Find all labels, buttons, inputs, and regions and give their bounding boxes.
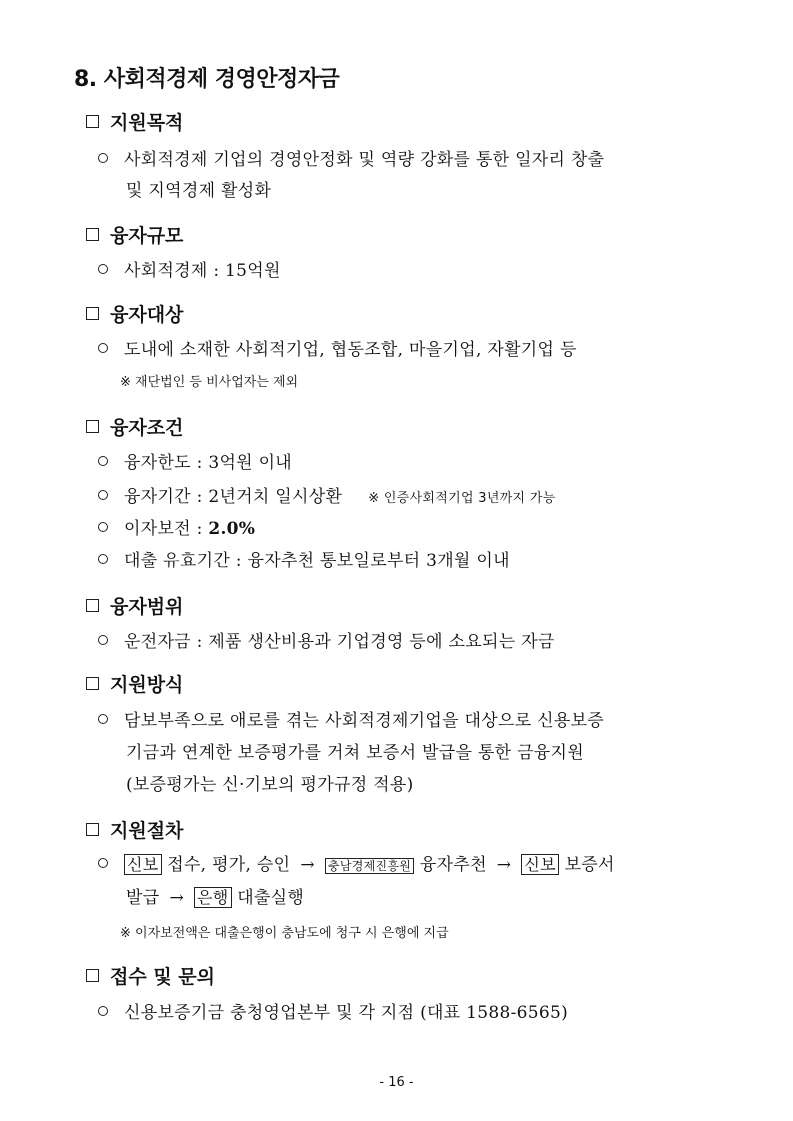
section-heading-label: 지원목적: [110, 112, 184, 134]
circle-bullet-icon: [98, 264, 108, 274]
page-title: 8. 사회적경제 경영안정자금: [74, 67, 340, 92]
continuation-line: 및 지역경제 활성화: [126, 181, 272, 201]
boxed-label-sinbo: 신보: [521, 854, 559, 875]
bullet-line: [98, 546, 510, 571]
bullet-line: [98, 514, 255, 539]
circle-bullet-icon: [98, 522, 108, 532]
bullet-text: 융자기간 : 2년거치 일시상환: [124, 487, 343, 507]
circle-bullet-icon: [98, 456, 108, 466]
circle-bullet-icon: [98, 858, 108, 868]
section-heading-label: 접수 및 문의: [110, 966, 215, 988]
section-heading-method: [86, 670, 183, 697]
bullet-line: [98, 482, 556, 507]
footnote: ※ 이자보전액은 대출은행이 충남도에 청구 시 은행에 지급: [120, 926, 449, 941]
circle-bullet-icon: [98, 153, 108, 163]
bullet-line: [98, 256, 281, 281]
bullet-text: 대출 유효기간 : 융자추천 통보일로부터 3개월 이내: [124, 551, 510, 571]
section-heading-range: [86, 592, 183, 619]
arrow-right-icon: →: [496, 855, 512, 875]
bullet-line: [98, 145, 604, 170]
bullet-line: [98, 627, 555, 652]
procedure-text: 융자추천: [419, 855, 487, 875]
bullet-text: 신용보증기금 충청영업본부 및 각 지점 (대표 1588-6565): [124, 1003, 569, 1023]
circle-bullet-icon: [98, 635, 108, 645]
section-heading-label: 융자조건: [110, 417, 184, 439]
section-heading-label: 융자범위: [110, 596, 184, 618]
arrow-right-icon: →: [300, 855, 315, 875]
procedure-text: 발급: [126, 888, 160, 908]
section-heading-label: 지원절차: [110, 820, 184, 842]
section-heading-procedure: [86, 816, 183, 843]
bullet-line: [98, 706, 604, 731]
circle-bullet-icon: [98, 343, 108, 353]
circle-bullet-icon: [98, 490, 108, 500]
boxed-label-bank: 은행: [194, 887, 232, 908]
arrow-right-icon: →: [169, 888, 184, 908]
checkbox-square-icon: [86, 228, 99, 241]
boxed-label-agency: 충남경제진흥원: [325, 858, 414, 874]
bullet-text: 도내에 소재한 사회적기업, 협동조합, 마을기업, 자활기업 등: [124, 340, 577, 360]
checkbox-square-icon: [86, 115, 99, 128]
boxed-label-sinbo: 신보: [124, 854, 162, 875]
section-heading-target: [86, 300, 183, 327]
circle-bullet-icon: [98, 1006, 108, 1016]
bullet-line: [98, 335, 577, 360]
checkbox-square-icon: [86, 969, 99, 982]
bullet-text: 융자한도 : 3억원 이내: [124, 453, 293, 473]
bullet-text: 사회적경제 : 15억원: [124, 261, 281, 281]
bullet-line: [98, 448, 292, 473]
checkbox-square-icon: [86, 307, 99, 320]
checkbox-square-icon: [86, 420, 99, 433]
circle-bullet-icon: [98, 554, 108, 564]
procedure-text: 대출실행: [237, 888, 305, 908]
section-heading-label: 융자규모: [110, 225, 184, 247]
interest-rate-value: 2.0%: [208, 519, 256, 539]
bullet-line: [98, 998, 568, 1023]
procedure-text: 보증서: [564, 855, 615, 875]
section-heading-label: 융자대상: [110, 304, 184, 326]
procedure-text: 접수, 평가, 승인: [167, 855, 291, 875]
section-heading-purpose: [86, 108, 183, 135]
footnote: ※ 재단법인 등 비사업자는 제외: [120, 375, 299, 390]
checkbox-square-icon: [86, 823, 99, 836]
procedure-line: [98, 850, 615, 875]
bullet-text: 사회적경제 기업의 경영안정화 및 역량 강화를 통한 일자리 창출: [124, 150, 605, 170]
continuation-line: 기금과 연계한 보증평가를 거쳐 보증서 발급을 통한 금융지원: [126, 743, 584, 763]
section-heading-label: 지원방식: [110, 674, 184, 696]
procedure-continuation-line: [126, 883, 304, 908]
page-number: - 16 -: [379, 1075, 414, 1090]
section-heading-contact: [86, 962, 215, 989]
checkbox-square-icon: [86, 677, 99, 690]
bullet-text: 담보부족으로 애로를 겪는 사회적경제기업을 대상으로 신용보증: [124, 711, 605, 731]
checkbox-square-icon: [86, 599, 99, 612]
circle-bullet-icon: [98, 714, 108, 724]
section-heading-scale: [86, 221, 183, 248]
inline-footnote: ※ 인증사회적기업 3년까지 가능: [368, 491, 556, 506]
bullet-text: 이자보전 :: [124, 519, 209, 539]
continuation-line: (보증평가는 신·기보의 평가규정 적용): [126, 775, 414, 795]
bullet-text: 운전자금 : 제품 생산비용과 기업경영 등에 소요되는 자금: [124, 632, 555, 652]
section-heading-conditions: [86, 413, 183, 440]
